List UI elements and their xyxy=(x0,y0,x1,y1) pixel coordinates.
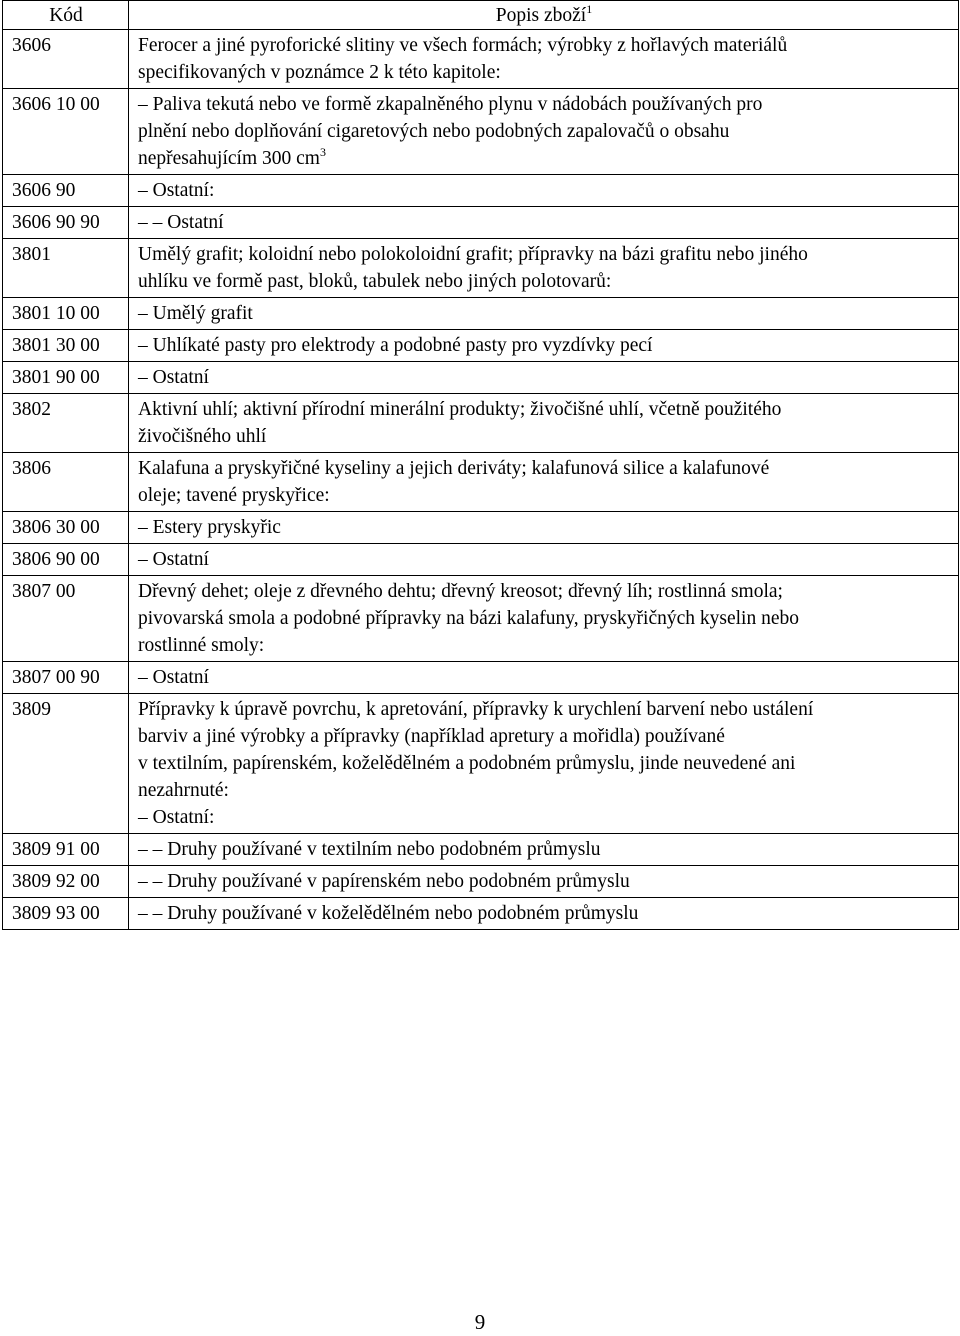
description-line xyxy=(138,605,950,632)
goods-description xyxy=(129,866,959,898)
goods-description xyxy=(129,898,959,930)
description-text: – Ostatní xyxy=(138,549,209,570)
description-line xyxy=(138,396,950,423)
description-line xyxy=(138,578,950,605)
description-line xyxy=(138,268,950,295)
description-line xyxy=(138,118,950,145)
goods-description xyxy=(129,394,959,453)
description-line xyxy=(138,664,950,691)
table-row xyxy=(3,662,959,694)
tariff-code: 3606 90 xyxy=(3,175,129,207)
table-row xyxy=(3,694,959,834)
goods-description xyxy=(129,453,959,512)
description-line xyxy=(138,209,950,236)
code-column-header: Kód xyxy=(3,1,129,30)
description-text: – Umělý grafit xyxy=(138,303,253,324)
goods-description xyxy=(129,330,959,362)
tariff-code: 3807 00 90 xyxy=(3,662,129,694)
goods-description xyxy=(129,362,959,394)
goods-description xyxy=(129,512,959,544)
description-line xyxy=(138,145,950,172)
unit-superscript: 3 xyxy=(319,145,326,159)
description-line xyxy=(138,777,950,804)
tariff-code: 3606 10 00 xyxy=(3,89,129,175)
table-row xyxy=(3,89,959,175)
table-row xyxy=(3,576,959,662)
tariff-code: 3801 xyxy=(3,239,129,298)
tariff-code: 3606 xyxy=(3,30,129,89)
description-line xyxy=(138,300,950,327)
table-row xyxy=(3,330,959,362)
description-text: nepřesahujícím 300 cm xyxy=(138,148,320,169)
table-row xyxy=(3,866,959,898)
table-row xyxy=(3,239,959,298)
description-text: Dřevný dehet; oleje z dřevného dehtu; dřevný kreosot; dřevný líh; rostlinná smola; xyxy=(138,581,783,602)
table-row xyxy=(3,544,959,576)
description-header-label: Popis zboží xyxy=(495,5,587,26)
table-header xyxy=(3,1,959,30)
description-line xyxy=(138,91,950,118)
page-number: 9 xyxy=(474,1310,486,1334)
goods-description xyxy=(129,576,959,662)
table-row xyxy=(3,898,959,930)
description-text: – – Ostatní xyxy=(138,212,224,233)
tariff-code: 3806 xyxy=(3,453,129,512)
table-row xyxy=(3,512,959,544)
description-text: nezahrnuté: xyxy=(138,780,229,801)
header-row xyxy=(3,1,959,30)
goods-description xyxy=(129,89,959,175)
description-text: v textilním, papírenském, koželědělném a podobném průmyslu, jinde neuvedené ani xyxy=(138,753,796,774)
description-line xyxy=(138,900,950,927)
description-text: Aktivní uhlí; aktivní přírodní minerální produkty; živočišné uhlí, včetně použitého xyxy=(138,399,782,420)
description-line xyxy=(138,177,950,204)
table-row xyxy=(3,453,959,512)
goods-description xyxy=(129,207,959,239)
tariff-code: 3809 91 00 xyxy=(3,834,129,866)
description-line xyxy=(138,723,950,750)
description-line xyxy=(138,364,950,391)
description-column-header xyxy=(129,1,959,30)
table-row xyxy=(3,207,959,239)
description-text: Umělý grafit; koloidní nebo polokoloidní grafit; přípravky na bázi grafitu nebo jiného xyxy=(138,244,808,265)
description-text: oleje; tavené pryskyřice: xyxy=(138,485,330,506)
description-text: – Ostatní xyxy=(138,367,209,388)
description-text: – – Druhy používané v papírenském nebo podobném průmyslu xyxy=(138,871,630,892)
tariff-code: 3809 92 00 xyxy=(3,866,129,898)
goods-description xyxy=(129,175,959,207)
description-line xyxy=(138,332,950,359)
goods-description xyxy=(129,662,959,694)
description-text: – – Druhy používané v koželědělném nebo podobném průmyslu xyxy=(138,903,639,924)
tariff-code: 3807 00 xyxy=(3,576,129,662)
tariff-code: 3806 30 00 xyxy=(3,512,129,544)
goods-description xyxy=(129,30,959,89)
description-text: rostlinné smoly: xyxy=(138,635,265,656)
tariff-code: 3809 xyxy=(3,694,129,834)
description-line xyxy=(138,59,950,86)
description-line xyxy=(138,514,950,541)
tariff-code: 3606 90 90 xyxy=(3,207,129,239)
goods-description xyxy=(129,239,959,298)
description-text: pivovarská smola a podobné přípravky na bázi kalafuny, pryskyřičných kyselin nebo xyxy=(138,608,800,629)
description-text: živočišného uhlí xyxy=(138,426,267,447)
table-row xyxy=(3,394,959,453)
tariff-code: 3809 93 00 xyxy=(3,898,129,930)
description-line xyxy=(138,423,950,450)
tariff-code-table xyxy=(2,0,959,930)
table-row xyxy=(3,30,959,89)
description-line xyxy=(138,696,950,723)
description-text: barviv a jiné výrobky a přípravky (například apretury a mořidla) používané xyxy=(138,726,725,747)
table-row xyxy=(3,834,959,866)
tariff-code: 3801 10 00 xyxy=(3,298,129,330)
description-text: Přípravky k úpravě povrchu, k apretování, přípravky k urychlení barvení nebo ustálení xyxy=(138,699,814,720)
description-text: uhlíku ve formě past, bloků, tabulek nebo jiných polotovarů: xyxy=(138,271,612,292)
description-line xyxy=(138,632,950,659)
table-body xyxy=(3,30,959,930)
description-text: Kalafuna a pryskyřičné kyseliny a jejich deriváty; kalafunová silice a kalafunové xyxy=(138,458,770,479)
description-text: – Paliva tekutá nebo ve formě zkapalněného plynu v nádobách používaných pro xyxy=(138,94,763,115)
description-line xyxy=(138,455,950,482)
table-row xyxy=(3,362,959,394)
table-row xyxy=(3,298,959,330)
goods-description xyxy=(129,298,959,330)
description-text: – Ostatní: xyxy=(138,807,215,828)
description-line xyxy=(138,804,950,831)
description-line xyxy=(138,836,950,863)
description-line xyxy=(138,868,950,895)
goods-description xyxy=(129,834,959,866)
description-line xyxy=(138,482,950,509)
description-line xyxy=(138,241,950,268)
description-text: – Estery pryskyřic xyxy=(138,517,281,538)
description-text: Ferocer a jiné pyroforické slitiny ve všech formách; výrobky z hořlavých materiálů xyxy=(138,35,788,56)
tariff-code: 3802 xyxy=(3,394,129,453)
description-line xyxy=(138,546,950,573)
tariff-code: 3801 90 00 xyxy=(3,362,129,394)
description-text: plnění nebo doplňování cigaretových nebo podobných zapalovačů o obsahu xyxy=(138,121,730,142)
goods-description xyxy=(129,544,959,576)
tariff-code: 3801 30 00 xyxy=(3,330,129,362)
description-line xyxy=(138,750,950,777)
table-row xyxy=(3,175,959,207)
description-text: – Ostatní: xyxy=(138,180,215,201)
description-text: – Ostatní xyxy=(138,667,209,688)
description-text: specifikovaných v poznámce 2 k této kapitole: xyxy=(138,62,501,83)
description-line xyxy=(138,32,950,59)
goods-description xyxy=(129,694,959,834)
tariff-code: 3806 90 00 xyxy=(3,544,129,576)
description-text: – Uhlíkaté pasty pro elektrody a podobné pasty pro vyzdívky pecí xyxy=(138,335,653,356)
footnote-marker: 1 xyxy=(586,2,593,16)
description-text: – – Druhy používané v textilním nebo podobném průmyslu xyxy=(138,839,601,860)
